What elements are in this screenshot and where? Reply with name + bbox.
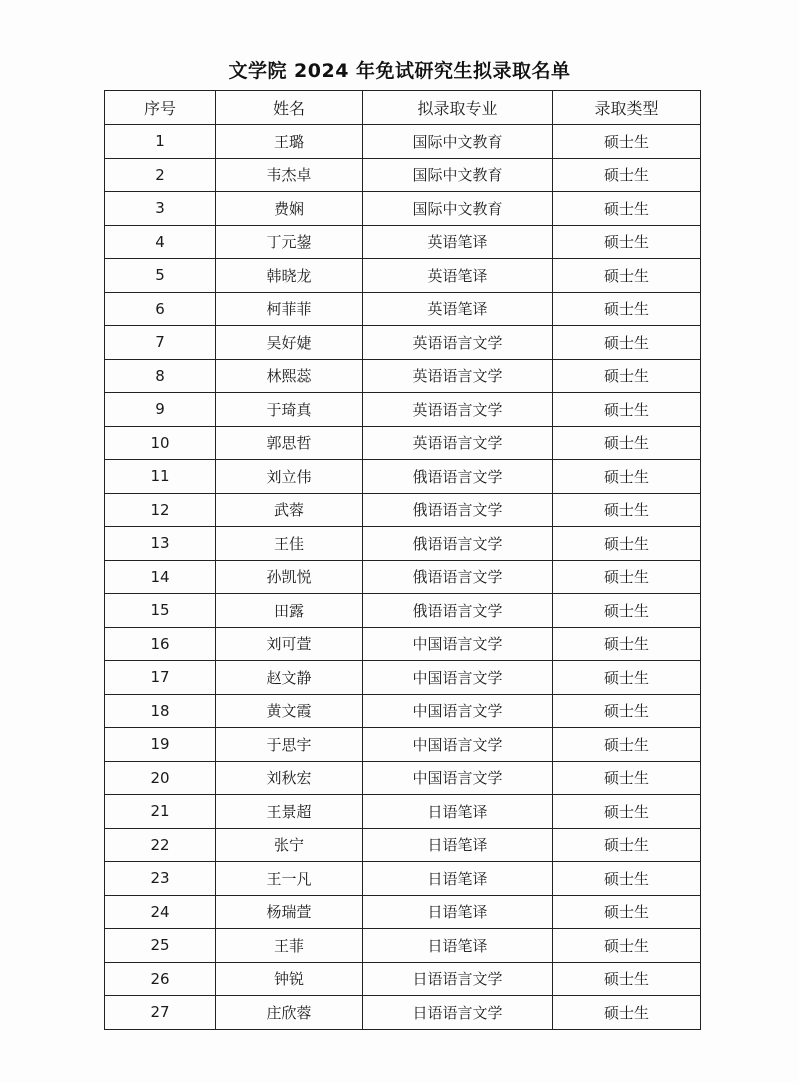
- cell-serial-number: 17: [105, 661, 216, 695]
- cell-admission-type: 硕士生: [553, 661, 701, 695]
- cell-name: 韦杰卓: [216, 158, 363, 192]
- cell-major: 英语笔译: [363, 292, 553, 326]
- table-header: [105, 91, 701, 125]
- table-row: [105, 359, 701, 393]
- cell-serial-number: 4: [105, 225, 216, 259]
- cell-serial-number: 22: [105, 828, 216, 862]
- cell-serial-number: 18: [105, 694, 216, 728]
- table-row: [105, 460, 701, 494]
- table-row: [105, 761, 701, 795]
- cell-admission-type: 硕士生: [553, 225, 701, 259]
- cell-name: 赵文静: [216, 661, 363, 695]
- cell-serial-number: 9: [105, 393, 216, 427]
- cell-admission-type: 硕士生: [553, 895, 701, 929]
- cell-major: 日语笔译: [363, 828, 553, 862]
- cell-admission-type: 硕士生: [553, 292, 701, 326]
- cell-major: 国际中文教育: [363, 158, 553, 192]
- table-row: [105, 795, 701, 829]
- table-row: [105, 929, 701, 963]
- cell-serial-number: 8: [105, 359, 216, 393]
- cell-major: 日语笔译: [363, 929, 553, 963]
- table-row: [105, 661, 701, 695]
- cell-serial-number: 12: [105, 493, 216, 527]
- table-row: [105, 594, 701, 628]
- admission-table: [104, 90, 701, 1030]
- cell-name: 王菲: [216, 929, 363, 963]
- cell-major: 日语语言文学: [363, 962, 553, 996]
- cell-name: 柯菲菲: [216, 292, 363, 326]
- cell-name: 于思宇: [216, 728, 363, 762]
- cell-admission-type: 硕士生: [553, 627, 701, 661]
- cell-name: 钟锐: [216, 962, 363, 996]
- table-row: [105, 292, 701, 326]
- table-body: [105, 125, 701, 1030]
- cell-name: 田露: [216, 594, 363, 628]
- cell-major: 英语语言文学: [363, 359, 553, 393]
- cell-name: 于琦真: [216, 393, 363, 427]
- cell-serial-number: 27: [105, 996, 216, 1030]
- cell-admission-type: 硕士生: [553, 828, 701, 862]
- table-row: [105, 393, 701, 427]
- cell-admission-type: 硕士生: [553, 996, 701, 1030]
- cell-name: 刘可萱: [216, 627, 363, 661]
- cell-major: 中国语言文学: [363, 761, 553, 795]
- table-row: [105, 895, 701, 929]
- cell-admission-type: 硕士生: [553, 694, 701, 728]
- table-row: [105, 158, 701, 192]
- cell-admission-type: 硕士生: [553, 527, 701, 561]
- cell-serial-number: 23: [105, 862, 216, 896]
- cell-admission-type: 硕士生: [553, 192, 701, 226]
- cell-serial-number: 2: [105, 158, 216, 192]
- cell-name: 王佳: [216, 527, 363, 561]
- cell-name: 王景超: [216, 795, 363, 829]
- table-row: [105, 694, 701, 728]
- table-row: [105, 259, 701, 293]
- cell-major: 英语语言文学: [363, 393, 553, 427]
- cell-name: 刘立伟: [216, 460, 363, 494]
- cell-admission-type: 硕士生: [553, 326, 701, 360]
- cell-name: 黄文霞: [216, 694, 363, 728]
- header-major: 拟录取专业: [363, 91, 553, 125]
- table-row: [105, 192, 701, 226]
- cell-major: 中国语言文学: [363, 661, 553, 695]
- cell-serial-number: 11: [105, 460, 216, 494]
- cell-major: 国际中文教育: [363, 192, 553, 226]
- cell-name: 韩晓龙: [216, 259, 363, 293]
- table-row: [105, 996, 701, 1030]
- header-name: 姓名: [216, 91, 363, 125]
- cell-major: 俄语语言文学: [363, 560, 553, 594]
- cell-name: 郭思哲: [216, 426, 363, 460]
- cell-name: 杨瑞萱: [216, 895, 363, 929]
- cell-major: 俄语语言文学: [363, 594, 553, 628]
- cell-serial-number: 14: [105, 560, 216, 594]
- cell-admission-type: 硕士生: [553, 728, 701, 762]
- table-row: [105, 560, 701, 594]
- cell-name: 孙凯悦: [216, 560, 363, 594]
- cell-serial-number: 15: [105, 594, 216, 628]
- cell-serial-number: 3: [105, 192, 216, 226]
- cell-name: 庄欣蓉: [216, 996, 363, 1030]
- cell-major: 俄语语言文学: [363, 493, 553, 527]
- cell-name: 林熙蕊: [216, 359, 363, 393]
- cell-admission-type: 硕士生: [553, 560, 701, 594]
- table-row: [105, 527, 701, 561]
- table-row: [105, 862, 701, 896]
- header-row: [105, 91, 701, 125]
- cell-admission-type: 硕士生: [553, 962, 701, 996]
- table-row: [105, 962, 701, 996]
- cell-admission-type: 硕士生: [553, 158, 701, 192]
- cell-serial-number: 26: [105, 962, 216, 996]
- cell-admission-type: 硕士生: [553, 460, 701, 494]
- table-row: [105, 728, 701, 762]
- cell-name: 王璐: [216, 125, 363, 159]
- cell-admission-type: 硕士生: [553, 259, 701, 293]
- cell-major: 中国语言文学: [363, 728, 553, 762]
- cell-major: 日语语言文学: [363, 996, 553, 1030]
- cell-major: 英语笔译: [363, 259, 553, 293]
- table-row: [105, 326, 701, 360]
- cell-name: 武蓉: [216, 493, 363, 527]
- cell-serial-number: 24: [105, 895, 216, 929]
- cell-name: 费娴: [216, 192, 363, 226]
- cell-admission-type: 硕士生: [553, 929, 701, 963]
- table-row: [105, 627, 701, 661]
- cell-major: 日语笔译: [363, 895, 553, 929]
- cell-admission-type: 硕士生: [553, 125, 701, 159]
- cell-admission-type: 硕士生: [553, 426, 701, 460]
- cell-admission-type: 硕士生: [553, 493, 701, 527]
- cell-serial-number: 6: [105, 292, 216, 326]
- header-serial-number: 序号: [105, 91, 216, 125]
- cell-admission-type: 硕士生: [553, 393, 701, 427]
- cell-serial-number: 25: [105, 929, 216, 963]
- cell-serial-number: 7: [105, 326, 216, 360]
- table-row: [105, 225, 701, 259]
- cell-admission-type: 硕士生: [553, 795, 701, 829]
- cell-name: 刘秋宏: [216, 761, 363, 795]
- cell-name: 吴好婕: [216, 326, 363, 360]
- cell-serial-number: 19: [105, 728, 216, 762]
- cell-admission-type: 硕士生: [553, 862, 701, 896]
- table-row: [105, 426, 701, 460]
- cell-major: 日语笔译: [363, 862, 553, 896]
- cell-major: 中国语言文学: [363, 627, 553, 661]
- cell-name: 张宁: [216, 828, 363, 862]
- cell-serial-number: 21: [105, 795, 216, 829]
- cell-major: 日语笔译: [363, 795, 553, 829]
- cell-admission-type: 硕士生: [553, 761, 701, 795]
- table-row: [105, 828, 701, 862]
- cell-serial-number: 16: [105, 627, 216, 661]
- cell-major: 英语笔译: [363, 225, 553, 259]
- table-row: [105, 125, 701, 159]
- cell-major: 中国语言文学: [363, 694, 553, 728]
- table-row: [105, 493, 701, 527]
- header-admission-type: 录取类型: [553, 91, 701, 125]
- cell-admission-type: 硕士生: [553, 594, 701, 628]
- cell-serial-number: 1: [105, 125, 216, 159]
- cell-admission-type: 硕士生: [553, 359, 701, 393]
- cell-serial-number: 13: [105, 527, 216, 561]
- cell-major: 国际中文教育: [363, 125, 553, 159]
- cell-serial-number: 5: [105, 259, 216, 293]
- cell-name: 王一凡: [216, 862, 363, 896]
- cell-major: 英语语言文学: [363, 326, 553, 360]
- cell-major: 英语语言文学: [363, 426, 553, 460]
- cell-major: 俄语语言文学: [363, 527, 553, 561]
- cell-major: 俄语语言文学: [363, 460, 553, 494]
- cell-serial-number: 20: [105, 761, 216, 795]
- cell-name: 丁元鋆: [216, 225, 363, 259]
- document-title: 文学院 2024 年免试研究生拟录取名单: [228, 60, 571, 82]
- cell-serial-number: 10: [105, 426, 216, 460]
